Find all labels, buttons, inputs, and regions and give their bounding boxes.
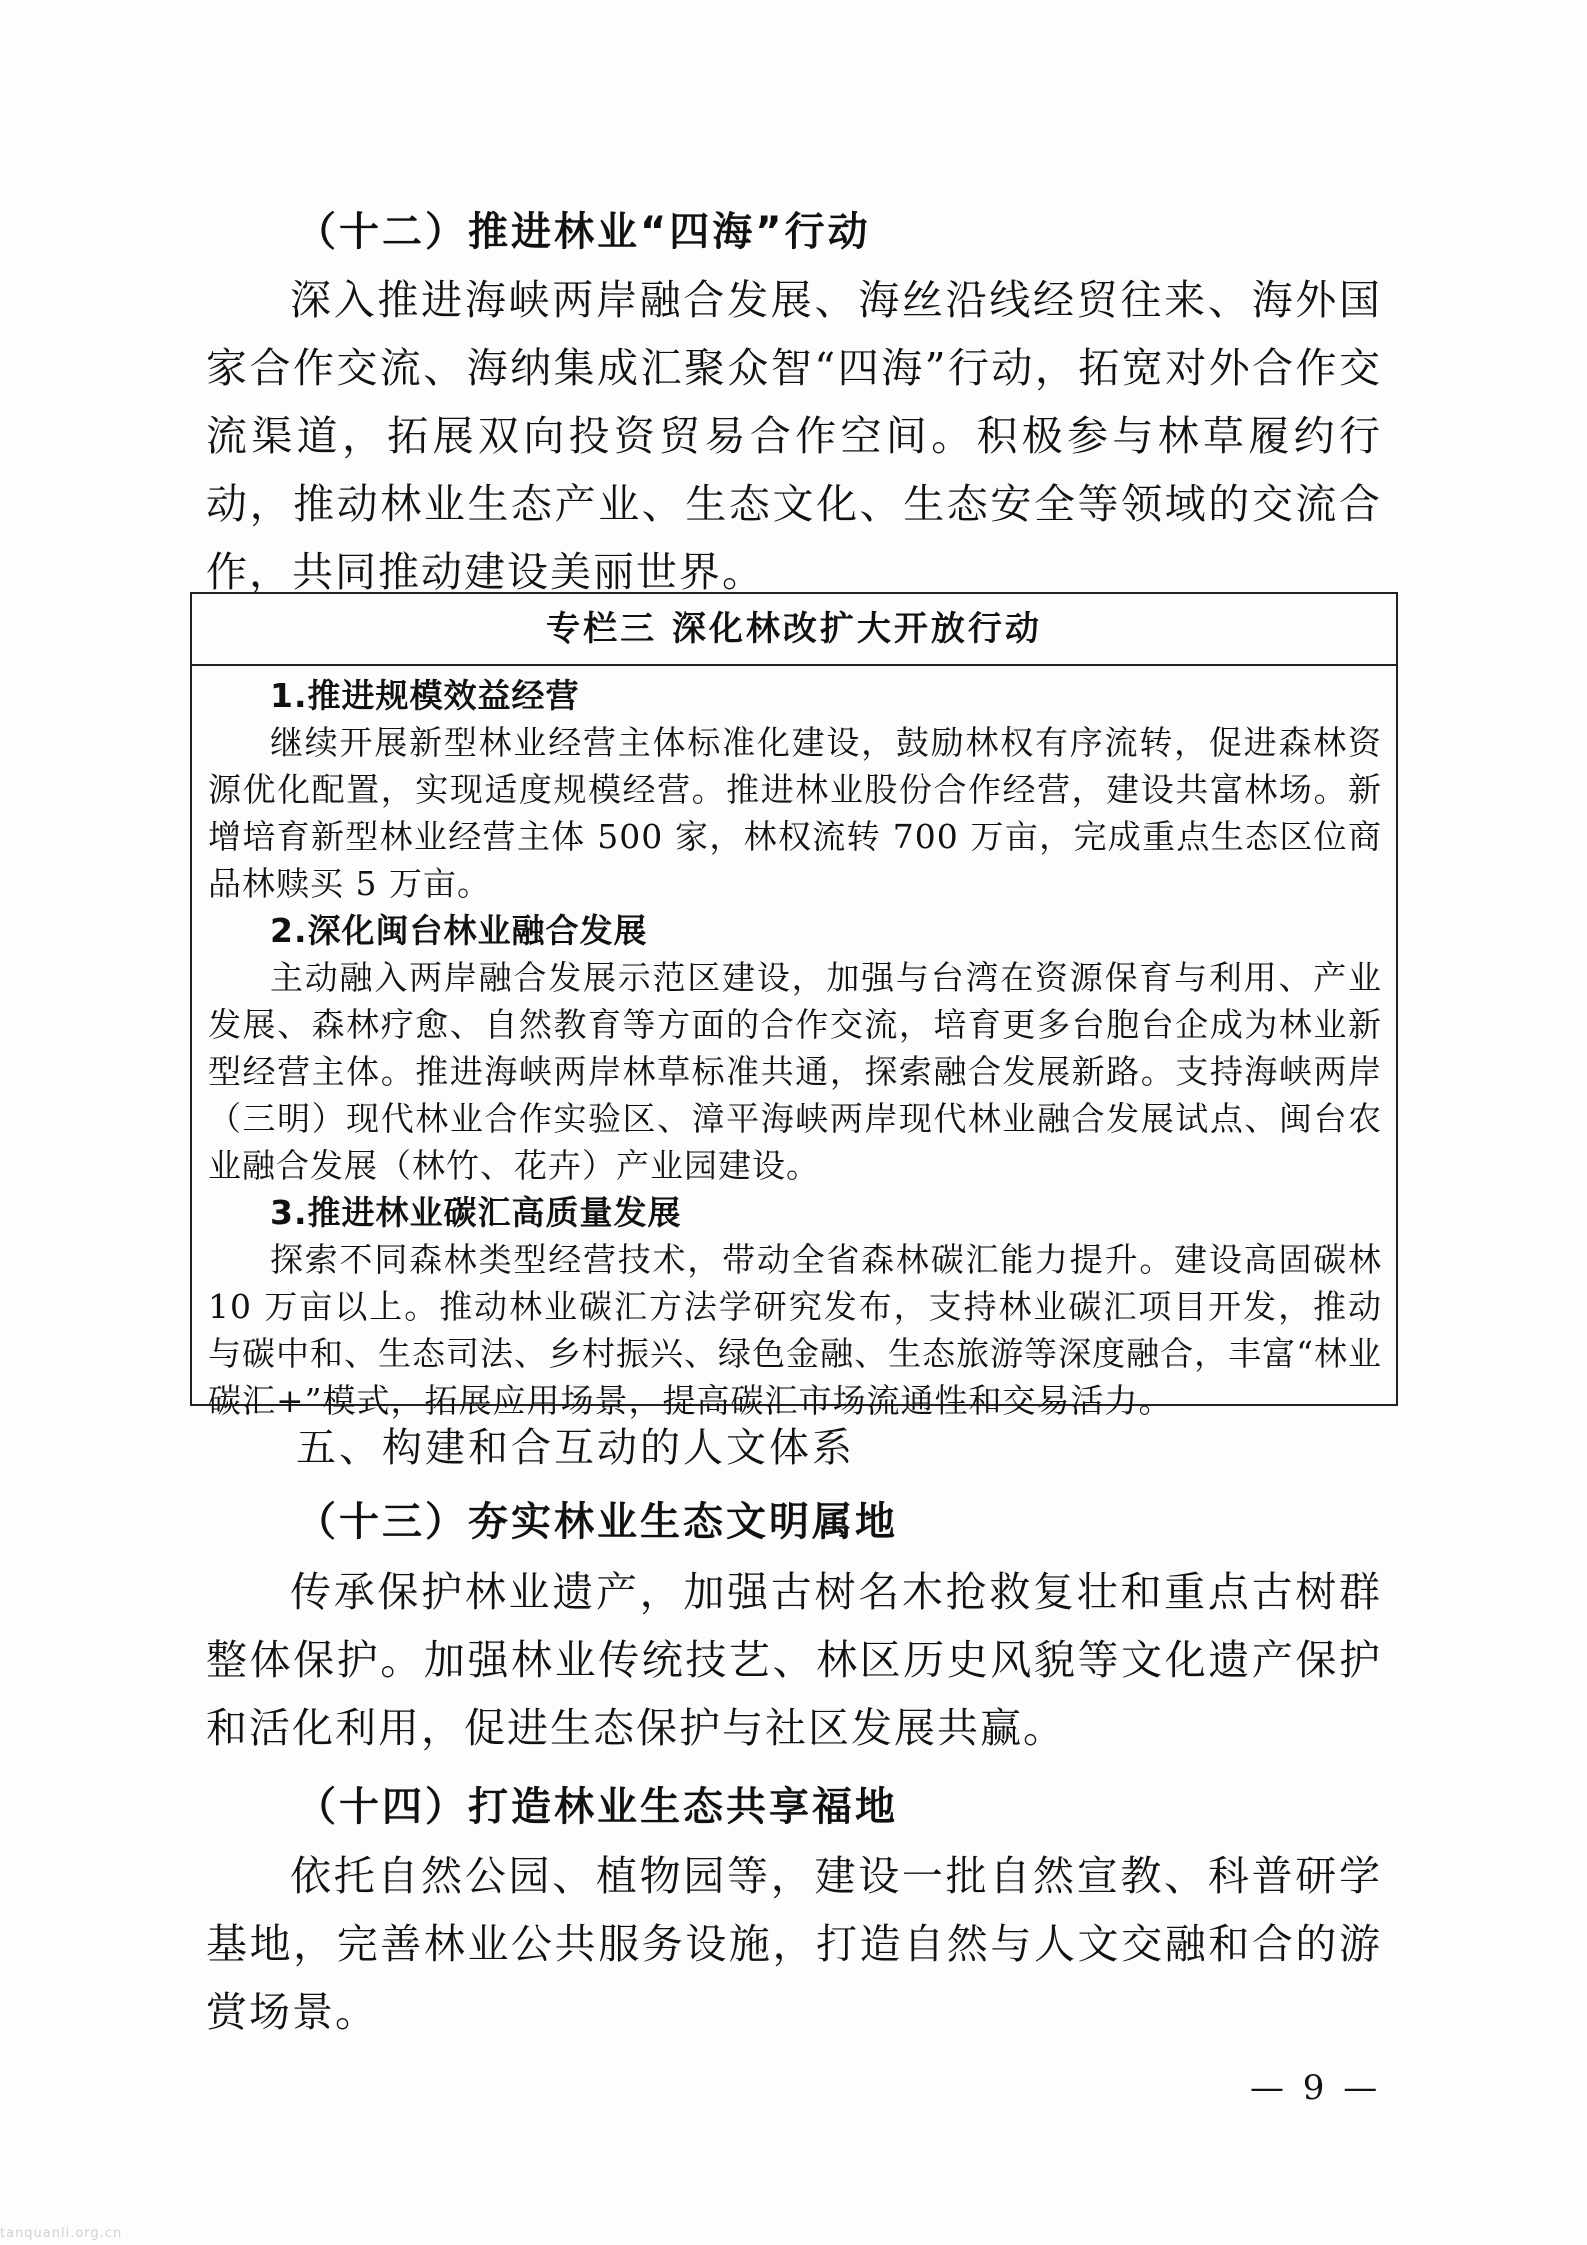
column-box-body: [192, 666, 1396, 1424]
column-box: [190, 592, 1398, 1420]
column-item-title: 2.深化闽台林业融合发展: [270, 911, 648, 950]
section-14-heading: （十四）打造林业生态共享福地: [296, 1784, 898, 1830]
column-item-title: 3.推进林业碳汇高质量发展: [270, 1193, 682, 1232]
part-5-heading: 五、构建和合互动的人文体系: [296, 1425, 855, 1471]
section-14-paragraph: 依托自然公园、植物园等，建设一批自然宣教、科普研学基地，完善林业公共服务设施，打造自然与人文交融和合的游赏场景。: [206, 1852, 1382, 2036]
column-box-title: 专栏三 深化林改扩大开放行动: [192, 594, 1396, 666]
column-item-text: 继续开展新型林业经营主体标准化建设，鼓励林权有序流转，促进森林资源优化配置，实现适度规模经营。推进林业股份合作经营，建设共富林场。新增培育新型林业经营主体 500 家，林权流转 700 万亩，完成重点生态区位商品林赎买 5 万亩。: [208, 723, 1382, 903]
section-12-paragraph: 深入推进海峡两岸融合发展、海丝沿线经贸往来、海外国家合作交流、海纳集成汇聚众智“四海”行动，拓宽对外合作交流渠道，拓展双向投资贸易合作空间。积极参与林草履约行动，推动林业生态产业、生态文化、生态安全等领域的交流合作，共同推动建设美丽世界。: [206, 276, 1382, 596]
section-13-heading: （十三）夯实林业生态文明属地: [296, 1499, 898, 1545]
column-item-title: 1.推进规模效益经营: [270, 676, 580, 715]
column-item-text: 主动融入两岸融合发展示范区建设，加强与台湾在资源保育与利用、产业发展、森林疗愈、自然教育等方面的合作交流，培育更多台胞台企成为林业新型经营主体。推进海峡两岸林草标准共通，探索融合发展新路。支持海峡两岸（三明）现代林业合作实验区、漳平海峡两岸现代林业融合发展试点、闽台农业融合发展（林竹、花卉）产业园建设。: [208, 958, 1382, 1185]
section-13-paragraph: 传承保护林业遗产，加强古树名木抢救复壮和重点古树群整体保护。加强林业传统技艺、林区历史风貌等文化遗产保护和活化利用，促进生态保护与社区发展共赢。: [206, 1568, 1382, 1752]
section-12-heading: （十二）推进林业“四海”行动: [296, 209, 871, 255]
watermark: tanquanli.org.cn: [0, 2226, 123, 2241]
page-number: — 9 —: [1250, 2068, 1382, 2108]
column-item-text: 探索不同森林类型经营技术，带动全省森林碳汇能力提升。建设高固碳林 10 万亩以上。推动林业碳汇方法学研究发布，支持林业碳汇项目开发，推动与碳中和、生态司法、乡村振兴、绿色金融、生态旅游等深度融合，丰富“林业碳汇+”模式，拓展应用场景，提高碳汇市场流通性和交易活力。: [208, 1240, 1382, 1420]
